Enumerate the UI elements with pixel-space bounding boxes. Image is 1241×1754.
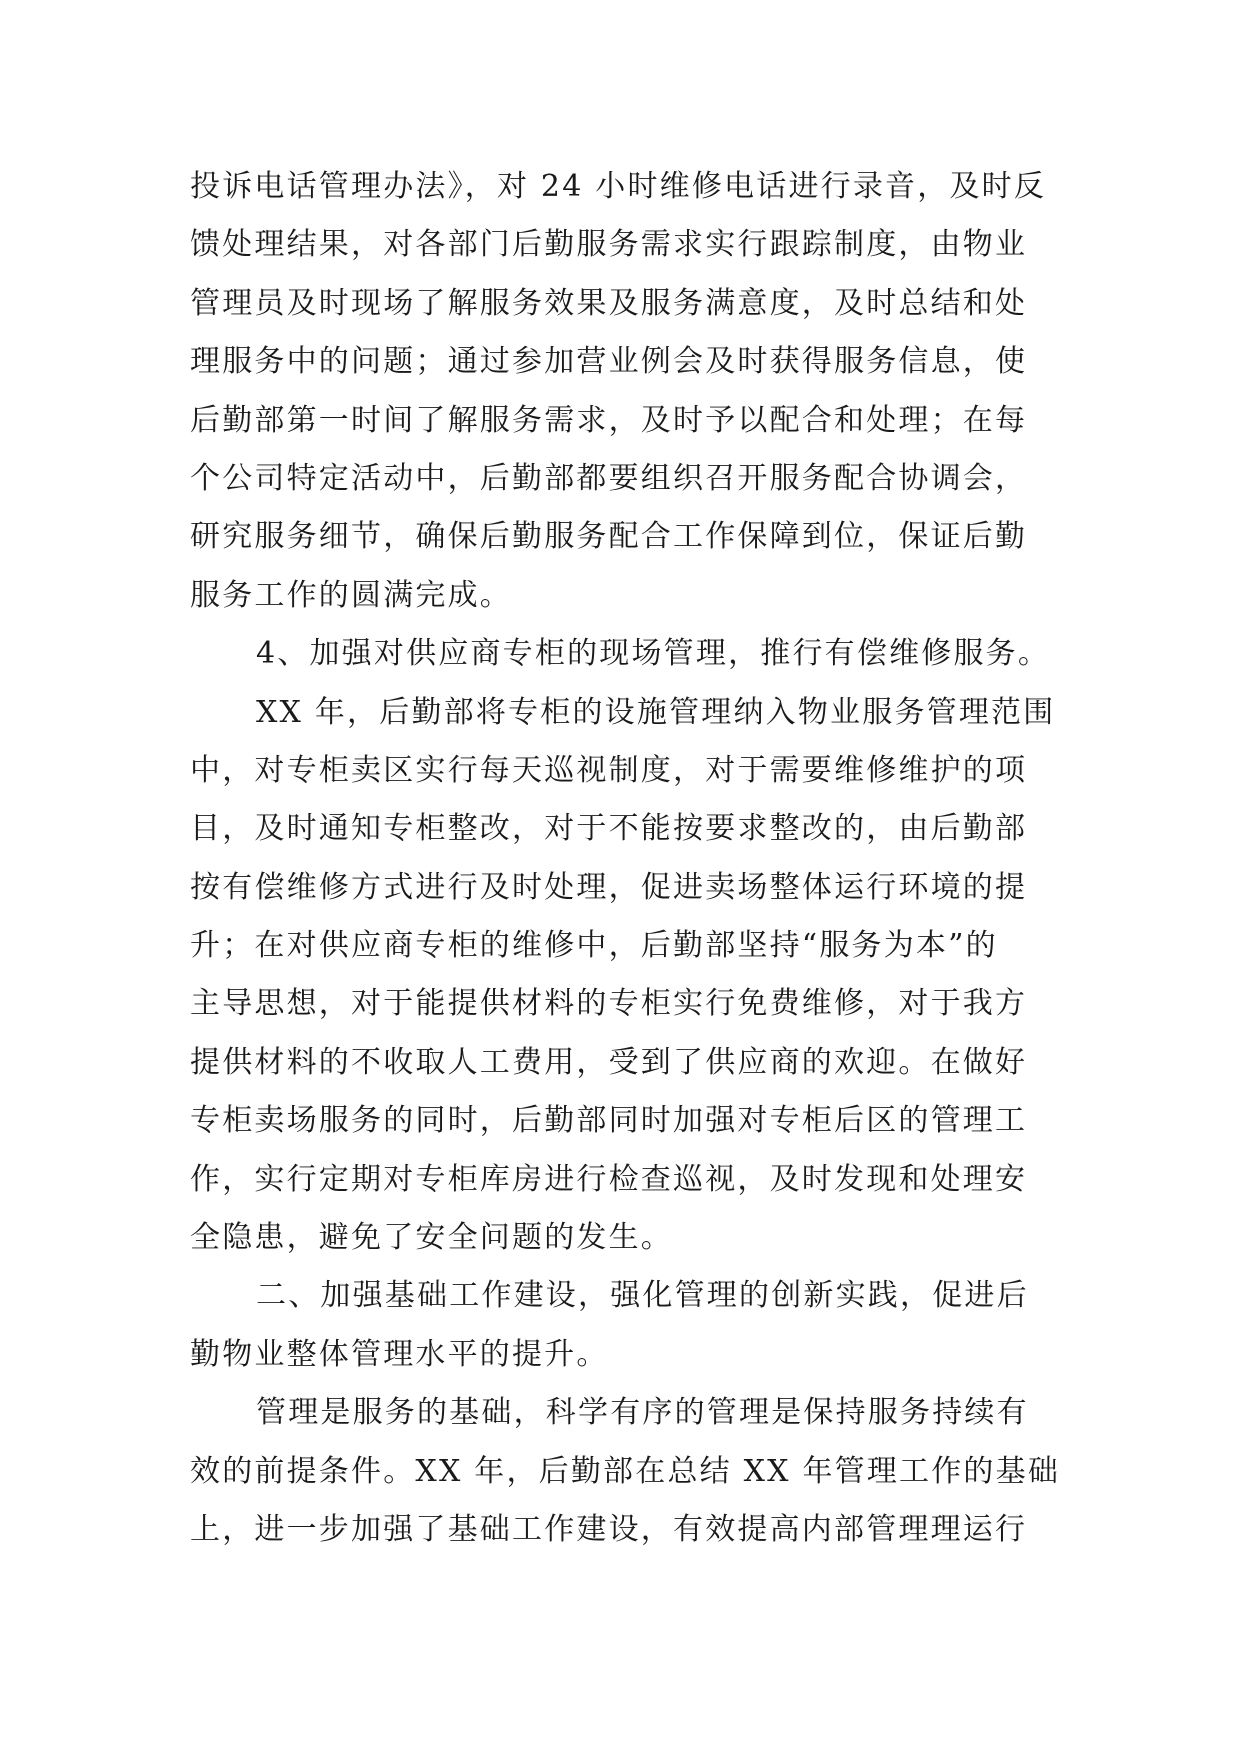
text-line: 目，及时通知专柜整改，对于不能按要求整改的，由后勤部 — [190, 811, 1028, 847]
text-line: 上，进一步加强了基础工作建设，有效提高内部管理理运行 — [190, 1511, 1028, 1547]
text-line: 后勤部第一时间了解服务需求，及时予以配合和处理；在每 — [190, 402, 1028, 438]
text-line: 4、加强对供应商专柜的现场管理，推行有偿维修服务。 — [256, 636, 1051, 672]
text-line: 馈处理结果，对各部门后勤服务需求实行跟踪制度，由物业 — [190, 227, 1028, 263]
body-text — [190, 158, 1070, 1559]
text-line: 投诉电话管理办法》，对 24 小时维修电话进行录音，及时反 — [190, 169, 1047, 204]
text-line: 作，实行定期对专柜库房进行检查巡视，及时发现和处理安 — [190, 1161, 1028, 1197]
text-line: 专柜卖场服务的同时，后勤部同时加强对专柜后区的管理工 — [190, 1103, 1028, 1139]
text-line: 升；在对供应商专柜的维修中，后勤部坚持“服务为本”的 — [190, 928, 998, 964]
text-line: 二、加强基础工作建设，强化管理的创新实践，促进后 — [256, 1278, 1029, 1314]
text-line: 个公司特定活动中，后勤部都要组织召开服务配合协调会， — [190, 460, 1028, 496]
text-line: 按有偿维修方式进行及时处理，促进卖场整体运行环境的提 — [190, 869, 1028, 905]
text-line: 管理是服务的基础，科学有序的管理是保持服务持续有 — [256, 1395, 1029, 1431]
text-line: 管理员及时现场了解服务效果及服务满意度，及时总结和处 — [190, 285, 1028, 321]
text-line: 勤物业整体管理水平的提升。 — [190, 1336, 609, 1372]
text-line: 研究服务细节，确保后勤服务配合工作保障到位，保证后勤 — [190, 519, 1028, 555]
text-line: 提供材料的不收取人工费用，受到了供应商的欢迎。在做好 — [190, 1044, 1028, 1080]
text-line: 全隐患，避免了安全问题的发生。 — [190, 1220, 673, 1256]
text-line: 中，对专柜卖区实行每天巡视制度，对于需要维修维护的项 — [190, 752, 1028, 788]
text-line: 理服务中的问题；通过参加营业例会及时获得服务信息，使 — [190, 344, 1028, 380]
text-line: 主导思想，对于能提供材料的专柜实行免费维修，对于我方 — [190, 986, 1028, 1022]
text-line: 效的前提条件。XX 年，后勤部在总结 XX 年管理工作的基础 — [190, 1453, 1061, 1489]
text-line: XX 年，后勤部将专柜的设施管理纳入物业服务管理范围 — [256, 694, 1056, 730]
text-line: 服务工作的圆满完成。 — [190, 577, 512, 613]
